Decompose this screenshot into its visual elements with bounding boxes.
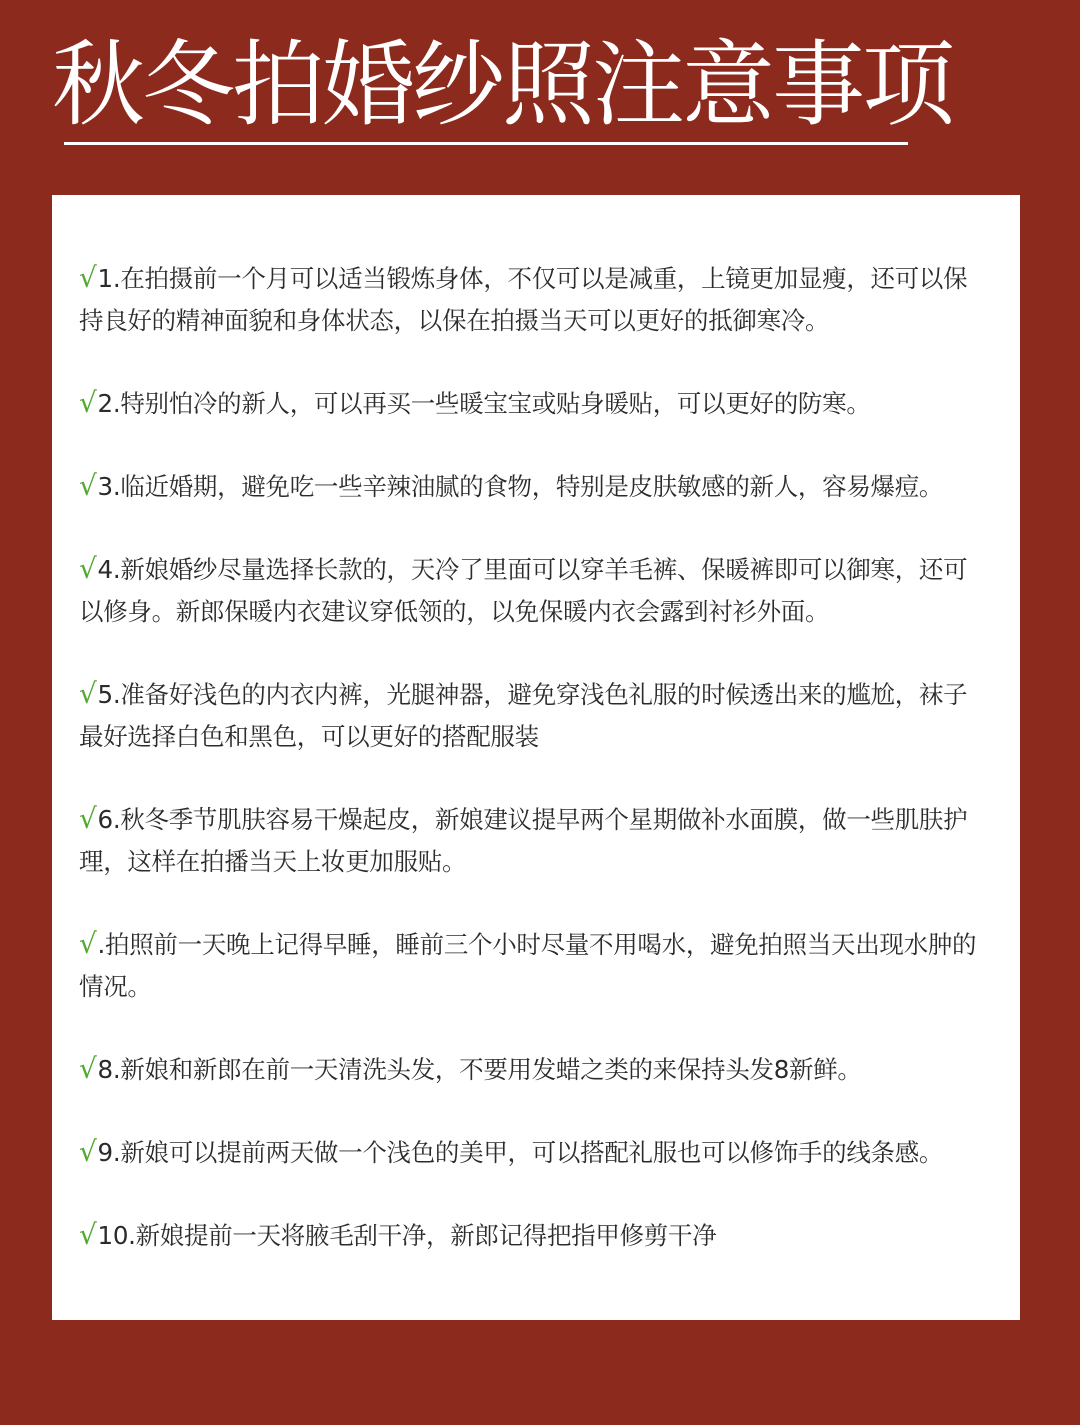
tip-item-5: [79, 673, 984, 758]
check-icon: √: [79, 677, 97, 710]
tip-item-4: [79, 548, 984, 633]
tip-item-8: [79, 1048, 984, 1091]
tip-text: 4.新娘婚纱尽量选择长款的，天冷了里面可以穿羊毛裤、保暖裤即可以御寒，还可以修身。新郎保暖内衣建议穿低领的，以免保暖内衣会露到衬衫外面。: [79, 555, 968, 626]
check-icon: √: [79, 386, 97, 419]
check-icon: √: [79, 261, 97, 294]
tip-text: 8.新娘和新郎在前一天清洗头发，不要用发蜡之类的来保持头发8新鲜。: [97, 1055, 862, 1084]
tip-item-7: [79, 923, 984, 1008]
tip-text: 10.新娘提前一天将腋毛刮干净，新郎记得把指甲修剪干净: [97, 1221, 717, 1250]
check-icon: √: [79, 1218, 97, 1251]
tip-item-1: [79, 257, 984, 342]
tip-item-9: [79, 1131, 984, 1174]
check-icon: √: [79, 552, 97, 585]
content-card: [52, 195, 1020, 1320]
tip-item-3: [79, 465, 984, 508]
check-icon: √: [79, 1135, 97, 1168]
tip-item-6: [79, 798, 984, 883]
check-icon: √: [79, 927, 97, 960]
check-icon: √: [79, 469, 97, 502]
title-underline: [64, 142, 908, 145]
tip-text: 9.新娘可以提前两天做一个浅色的美甲，可以搭配礼服也可以修饰手的线条感。: [97, 1138, 944, 1167]
tip-item-10: [79, 1214, 984, 1257]
tip-text: 5.准备好浅色的内衣内裤，光腿神器，避免穿浅色礼服的时候透出来的尴尬，袜子最好选择白色和黑色，可以更好的搭配服装: [79, 680, 968, 751]
tip-text: 3.临近婚期，避免吃一些辛辣油腻的食物，特别是皮肤敏感的新人，容易爆痘。: [97, 472, 944, 501]
tips-list: [79, 257, 984, 1297]
tip-text: 2.特别怕冷的新人，可以再买一些暖宝宝或贴身暖贴，可以更好的防寒。: [97, 389, 871, 418]
tip-text: 1.在拍摄前一个月可以适当锻炼身体，不仅可以是减重，上镜更加显瘦，还可以保持良好的精神面貌和身体状态，以保在拍摄当天可以更好的抵御寒冷。: [79, 264, 968, 335]
tip-item-2: [79, 382, 984, 425]
tip-text: .拍照前一天晚上记得早睡，睡前三个小时尽量不用喝水，避免拍照当天出现水肿的情况。: [79, 930, 977, 1001]
page-title: 秋冬拍婚纱照注意事项: [52, 31, 952, 139]
check-icon: √: [79, 802, 97, 835]
check-icon: √: [79, 1052, 97, 1085]
tip-text: 6.秋冬季节肌肤容易干燥起皮，新娘建议提早两个星期做补水面膜，做一些肌肤护理，这样在拍播当天上妆更加服贴。: [79, 805, 968, 876]
